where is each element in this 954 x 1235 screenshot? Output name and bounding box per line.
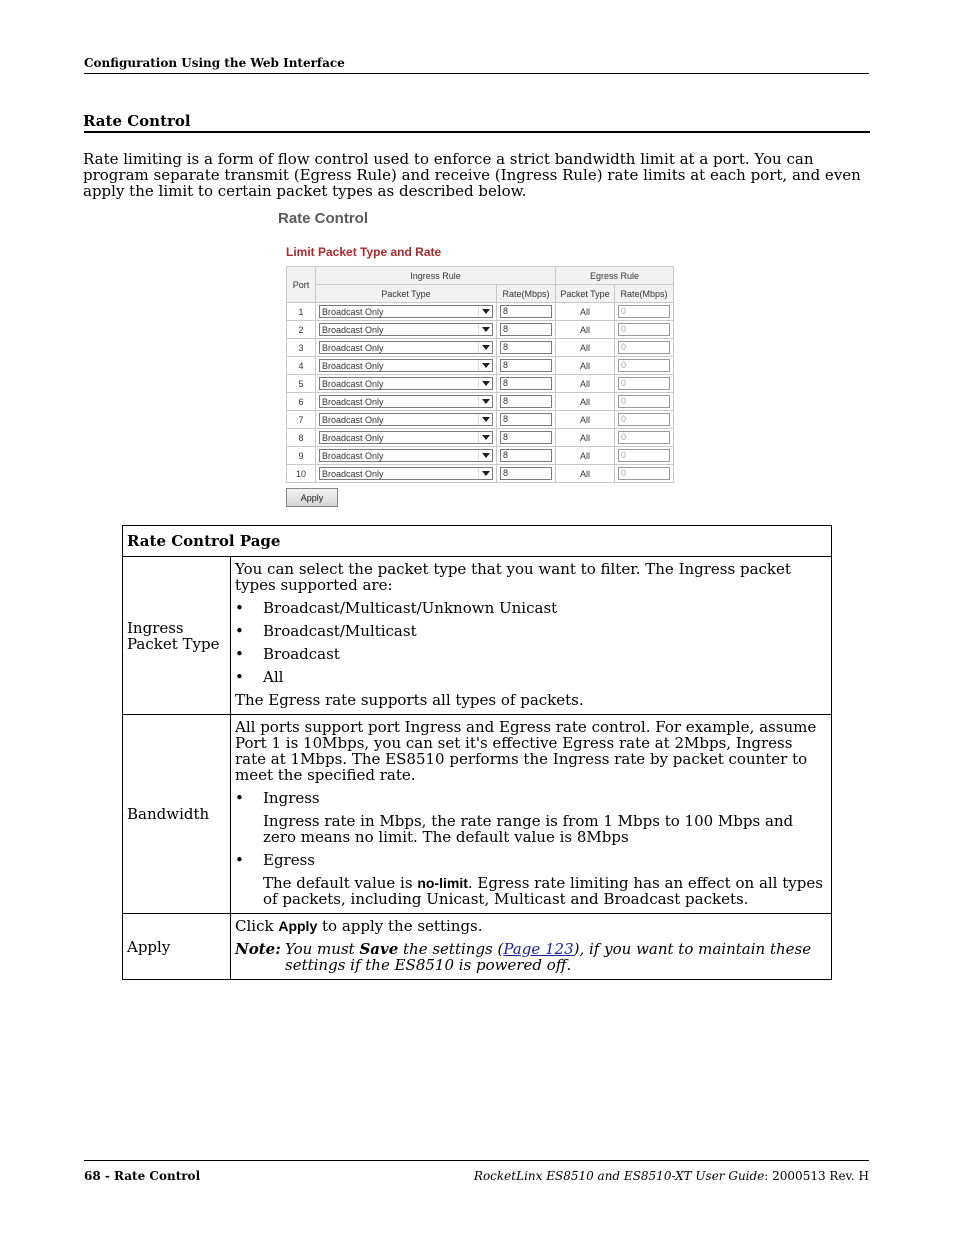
port-cell: 7: [287, 411, 316, 429]
ingress-rate-input[interactable]: 8: [500, 413, 552, 426]
running-head: Configuration Using the Web Interface: [84, 56, 345, 70]
table-row: [287, 321, 674, 339]
egress-rate-input[interactable]: 0: [618, 359, 670, 372]
chevron-down-icon[interactable]: [478, 414, 492, 425]
port-cell: 1: [287, 303, 316, 321]
egress-packet-type-cell: All: [556, 375, 615, 393]
ingress-packet-type-select[interactable]: Broadcast Only: [319, 341, 493, 354]
port-cell: 4: [287, 357, 316, 375]
egress-packet-type-cell: All: [556, 465, 615, 483]
egress-rate-input[interactable]: 0: [618, 431, 670, 444]
egress-rate-input[interactable]: 0: [618, 341, 670, 354]
egress-packet-type-header: Packet Type: [556, 285, 615, 303]
chevron-down-icon[interactable]: [478, 396, 492, 407]
ingress-rate-text: Ingress rate in Mbps, the rate range is from 1 Mbps to 100 Mbps and zero means no limit. The default value is 8Mbps: [263, 812, 794, 846]
footer-rule: [84, 1160, 869, 1161]
egress-packet-type-cell: All: [556, 339, 615, 357]
ingress-packet-type-select[interactable]: Broadcast Only: [319, 305, 493, 318]
ingress-rate-input[interactable]: 8: [500, 377, 552, 390]
list-item: • All: [235, 668, 284, 686]
rate-header: Rate(Mbps): [497, 285, 556, 303]
ingress-packet-type-label: Ingress Packet Type: [123, 557, 231, 715]
port-cell: 10: [287, 465, 316, 483]
rate-control-screenshot: [278, 208, 678, 513]
screenshot-subtitle: Limit Packet Type and Rate: [286, 245, 442, 259]
egress-rule-header: Egress Rule: [556, 267, 674, 285]
apply-label: Apply: [123, 914, 231, 980]
bandwidth-intro: All ports support port Ingress and Egress rate control. For example, assume Port 1 is 10Mbps, you can set it's effective Egress rate at 2Mbps, Ingress rate at 1Mbps. The ES8510 performs the Ingress rate by packet counter to meet the specified rate.: [235, 718, 817, 784]
ingress-rate-input[interactable]: 8: [500, 467, 552, 480]
egress-rate-input[interactable]: 0: [618, 413, 670, 426]
table-row: [287, 303, 674, 321]
port-cell: 8: [287, 429, 316, 447]
table-row: [287, 465, 674, 483]
intro-paragraph: Rate limiting is a form of flow control used to enforce a strict bandwidth limit at a port. You can program separate transmit (Egress Rule) and receive (Ingress Rule) rate limits at each port, and even apply the limit to certain packet types as described below.: [83, 150, 861, 200]
ingress-rule-header: Ingress Rule: [316, 267, 556, 285]
port-cell: 6: [287, 393, 316, 411]
ingress-packet-type-select[interactable]: Broadcast Only: [319, 359, 493, 372]
ingress-rate-input[interactable]: 8: [500, 395, 552, 408]
packet-type-header: Packet Type: [316, 285, 497, 303]
ingress-packet-type-select[interactable]: Broadcast Only: [319, 449, 493, 462]
egress-packet-type-cell: All: [556, 411, 615, 429]
egress-rate-input[interactable]: 0: [618, 377, 670, 390]
chevron-down-icon[interactable]: [478, 360, 492, 371]
footer-doc-title: RocketLinx ES8510 and ES8510-XT User Guide: 2000513 Rev. H: [473, 1169, 869, 1183]
ingress-rate-input[interactable]: 8: [500, 305, 552, 318]
ingress-packet-type-select[interactable]: Broadcast Only: [319, 323, 493, 336]
chevron-down-icon[interactable]: [478, 342, 492, 353]
chevron-down-icon[interactable]: [478, 468, 492, 479]
port-cell: 2: [287, 321, 316, 339]
screenshot-title: Rate Control: [278, 210, 368, 227]
port-header: Port: [287, 267, 316, 303]
egress-rate-input[interactable]: 0: [618, 305, 670, 318]
list-item: • Broadcast: [235, 645, 340, 663]
egress-rate-text: The default value is no-limit. Egress rate limiting has an effect on all types of packets, including Unicast, Multicast and Broadcast packets.: [263, 874, 823, 908]
egress-rate-input[interactable]: 0: [618, 449, 670, 462]
ingress-rate-input[interactable]: 8: [500, 431, 552, 444]
table-heading: Rate Control Page: [123, 526, 832, 557]
footer-page-label: 68 - Rate Control: [84, 1169, 201, 1183]
table-row: [287, 339, 674, 357]
apply-text: Click Apply to apply the settings.: [235, 917, 483, 935]
section-rule: [84, 131, 870, 133]
ingress-rate-input[interactable]: 8: [500, 341, 552, 354]
ingress-packet-type-desc: [231, 557, 832, 715]
apply-desc: [231, 914, 832, 980]
table-row: [287, 429, 674, 447]
chevron-down-icon[interactable]: [478, 378, 492, 389]
bandwidth-desc: [231, 715, 832, 914]
ingress-packet-type-select[interactable]: Broadcast Only: [319, 377, 493, 390]
ingress-rate-input[interactable]: 8: [500, 449, 552, 462]
egress-rate-input[interactable]: 0: [618, 323, 670, 336]
page-123-link[interactable]: Page 123: [503, 940, 574, 958]
apply-button[interactable]: Apply: [286, 488, 338, 507]
table-row: [287, 411, 674, 429]
ingress-intro: You can select the packet type that you want to filter. The Ingress packet types supported are:: [235, 560, 791, 594]
ingress-rate-input[interactable]: 8: [500, 359, 552, 372]
port-cell: 9: [287, 447, 316, 465]
list-item: • Ingress: [235, 789, 320, 807]
list-item: • Egress: [235, 851, 315, 869]
ingress-packet-type-select[interactable]: Broadcast Only: [319, 467, 493, 480]
bandwidth-label: Bandwidth: [123, 715, 231, 914]
chevron-down-icon[interactable]: [478, 324, 492, 335]
table-row: [287, 357, 674, 375]
rate-control-table: [286, 266, 674, 483]
ingress-packet-type-select[interactable]: Broadcast Only: [319, 395, 493, 408]
table-row: [287, 393, 674, 411]
table-row: [287, 447, 674, 465]
port-cell: 3: [287, 339, 316, 357]
egress-packet-type-cell: All: [556, 393, 615, 411]
egress-packet-type-cell: All: [556, 447, 615, 465]
apply-note: Note: You must Save the settings (Page 123), if you want to maintain these settings if the ES8510 is powered off.: [235, 940, 812, 974]
ingress-packet-type-select[interactable]: Broadcast Only: [319, 431, 493, 444]
egress-rate-input[interactable]: 0: [618, 395, 670, 408]
list-item: • Broadcast/Multicast: [235, 622, 417, 640]
chevron-down-icon[interactable]: [478, 432, 492, 443]
ingress-packet-type-select[interactable]: Broadcast Only: [319, 413, 493, 426]
ingress-outro: The Egress rate supports all types of packets.: [235, 691, 584, 709]
header-rule: [84, 73, 869, 74]
egress-packet-type-cell: All: [556, 303, 615, 321]
list-item: • Broadcast/Multicast/Unknown Unicast: [235, 599, 558, 617]
section-title: Rate Control: [83, 112, 191, 130]
egress-packet-type-cell: All: [556, 429, 615, 447]
description-table: [122, 525, 832, 980]
egress-packet-type-cell: All: [556, 357, 615, 375]
chevron-down-icon[interactable]: [478, 450, 492, 461]
egress-packet-type-cell: All: [556, 321, 615, 339]
chevron-down-icon[interactable]: [478, 306, 492, 317]
table-row: [287, 375, 674, 393]
port-cell: 5: [287, 375, 316, 393]
egress-rate-header: Rate(Mbps): [615, 285, 674, 303]
egress-rate-input[interactable]: 0: [618, 467, 670, 480]
ingress-rate-input[interactable]: 8: [500, 323, 552, 336]
